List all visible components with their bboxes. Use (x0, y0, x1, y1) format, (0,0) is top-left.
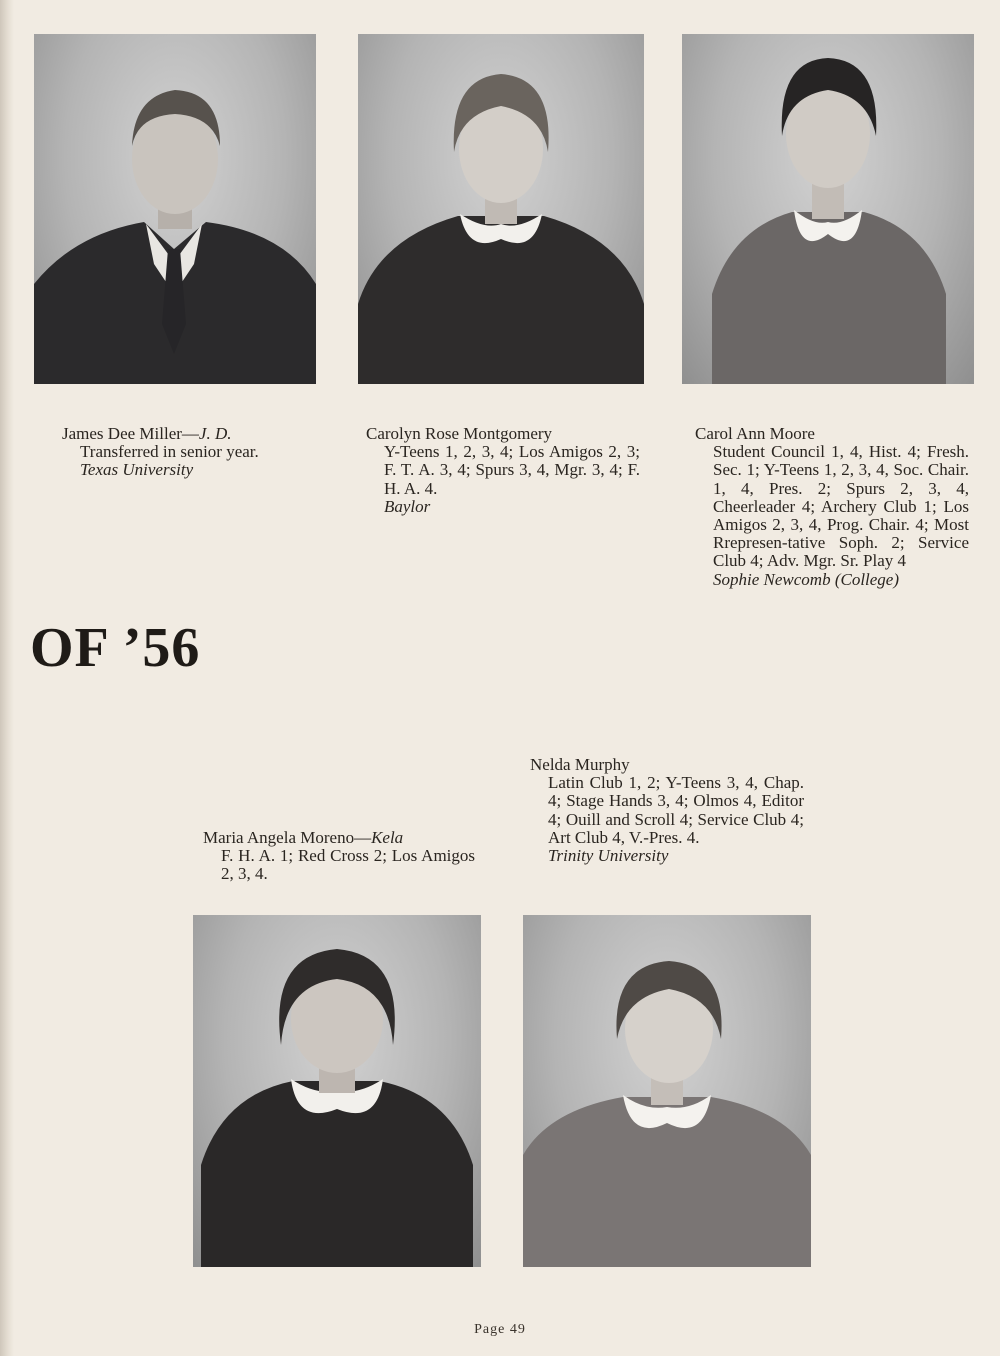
student-note: Transferred in senior year. (80, 442, 259, 462)
student-name: Maria Angela Moreno (203, 828, 355, 847)
student-nickname: Kela (371, 828, 404, 847)
caption-carol-ann-moore (695, 425, 969, 589)
student-nickname: J. D. (198, 424, 232, 443)
student-activities: Student Council 1, 4, Hist. 4; Fresh. Sec. 1; Y-Teens 1, 2, 3, 4, Soc. Chair. 1, 4, Pres. 2; Spurs 2, 3, 4, Cheerleader 4; Archery Club 1; Los Amigos 2, 3, 4, Prog. Chair. 4; Most Rrepresen-tative Soph. 2; Service Club 4; Adv. Mgr. Sr. Play 4 (713, 442, 969, 571)
caption-james-dee-miller: James Dee Miller—J. D. Transferred in senior year. Texas University (62, 425, 312, 480)
student-college: Trinity University (548, 846, 669, 866)
student-activities: Y-Teens 1, 2, 3, 4; Los Amigos 2, 3; F. T. A. 3, 4; Spurs 3, 4, Mgr. 3, 4; F. H. A. 4. (384, 442, 640, 498)
portrait-photo-maria-angela-moreno (193, 915, 481, 1267)
page-number: Page 49 (474, 1322, 526, 1337)
student-name: James Dee Miller (62, 424, 182, 443)
portrait-photo-carolyn-rose-montgomery (358, 34, 644, 384)
portrait-photo-nelda-murphy (523, 915, 811, 1267)
student-college: Baylor (384, 496, 431, 516)
student-name: Carol Ann Moore (695, 424, 815, 443)
student-name: Nelda Murphy (530, 755, 630, 774)
class-year-heading: OF ’56 (30, 617, 201, 679)
portrait-photo-james-dee-miller (34, 34, 316, 384)
student-activities: F. H. A. 1; Red Cross 2; Los Amigos 2, 3, 4. (221, 846, 475, 884)
caption-carolyn-rose-montgomery (366, 425, 640, 516)
student-name: Carolyn Rose Montgomery (366, 424, 553, 443)
caption-maria-angela-moreno: Maria Angela Moreno—Kela F. H. A. 1; Red Cross 2; Los Amigos 2, 3, 4. (203, 828, 475, 884)
student-activities: Latin Club 1, 2; Y-Teens 3, 4, Chap. 4; Stage Hands 3, 4; Olmos 4, Editor 4; Ouill and Scroll 4; Service Club 4; Art Club 4, V.-Pres. 4. (548, 773, 804, 847)
caption-nelda-murphy (530, 756, 804, 865)
portrait-photo-carol-ann-moore (682, 34, 974, 384)
student-college: Texas University (80, 460, 194, 480)
student-college: Sophie Newcomb (College) (713, 569, 900, 589)
page-spine-shadow (0, 0, 14, 1356)
